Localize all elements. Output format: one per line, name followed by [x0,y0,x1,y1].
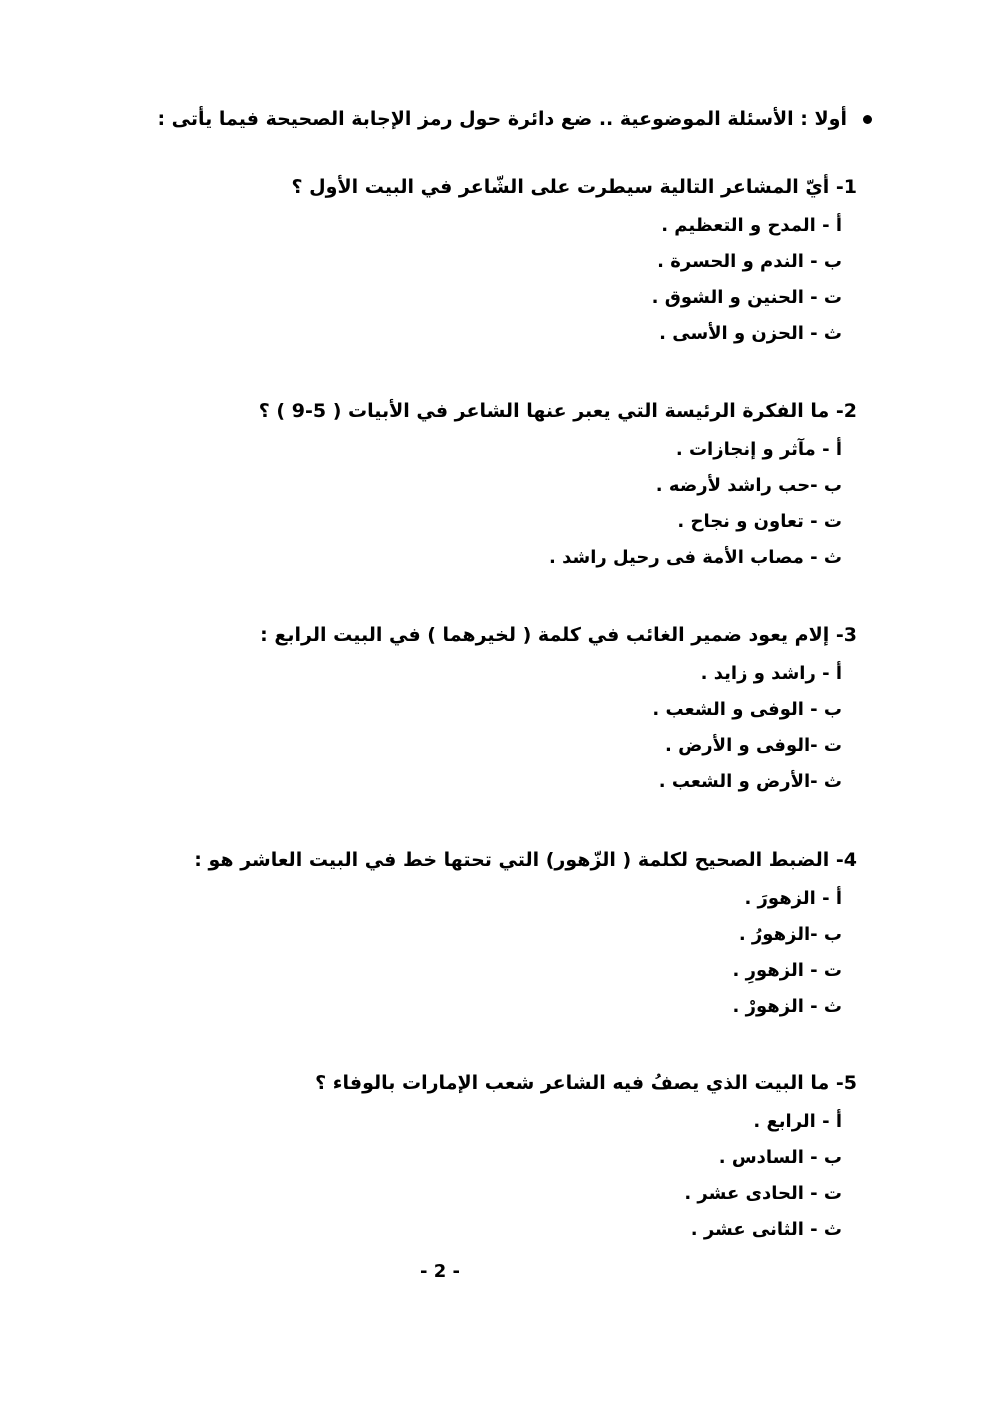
option-t: ت - تعاون و نجاح . [677,511,842,532]
option-t: ت - الحادى عشر . [684,1183,842,1204]
option-t: ت - الزهورِ . [732,960,842,981]
page-number: - 2 - [420,1261,460,1282]
option-b: ب - الندم و الحسرة . [657,251,842,272]
section-instruction: أولا : الأسئلة الموضوعية .. ضع دائرة حول رمز الإجابة الصحيحة فيما يأتى : [157,108,847,130]
option-t: ت -الوفى و الأرض . [664,735,842,756]
section-header [152,104,872,134]
question-text: 5- ما البيت الذي يصفُ فيه الشاعر شعب الإمارات بالوفاء ؟ [315,1072,857,1094]
question-text: 1- أيّ المشاعر التالية سيطرت على الشّاعر في البيت الأول ؟ [291,176,857,198]
option-t: ت - الحنين و الشوق . [651,287,842,308]
options-list [157,881,857,1025]
option-a: أ - الزهورَ . [744,888,842,909]
option-th: ث - الثانى عشر . [690,1219,842,1240]
option-a: أ - الرابع . [753,1111,842,1132]
question-3 [157,620,857,800]
options-list [157,208,857,352]
option-th: ث - الحزن و الأسى . [659,323,842,344]
option-a: أ - راشد و زايد . [700,663,842,684]
option-th: ث - الزهورْ . [732,996,842,1017]
option-a: أ - المدح و التعظيم . [661,215,842,236]
option-b: ب -حب راشد لأرضه . [655,475,842,496]
question-5 [157,1068,857,1248]
question-4 [157,845,857,1025]
option-b: ب - السادس . [718,1147,842,1168]
question-text: 3- إلام يعود ضمير الغائب في كلمة ( لخيرهما ) في البيت الرابع : [260,624,857,646]
options-list [157,1104,857,1248]
question-2 [157,396,857,576]
options-list [157,432,857,576]
bullet-icon [863,115,872,124]
question-text: 4- الضبط الصحيح لكلمة ( الزّهور) التي تحتها خط في البيت العاشر هو : [194,849,857,871]
options-list [157,656,857,800]
option-a: أ - مآثر و إنجازات . [675,439,842,460]
option-th: ث - مصاب الأمة فى رحيل راشد . [548,547,842,568]
option-th: ث -الأرض و الشعب . [658,771,842,792]
option-b: ب - الوفى و الشعب . [652,699,842,720]
question-text: 2- ما الفكرة الرئيسة التي يعبر عنها الشاعر في الأبيات ( 5-9 ) ؟ [258,400,857,422]
option-b: ب -الزهورُ . [738,924,842,945]
question-1 [157,172,857,352]
